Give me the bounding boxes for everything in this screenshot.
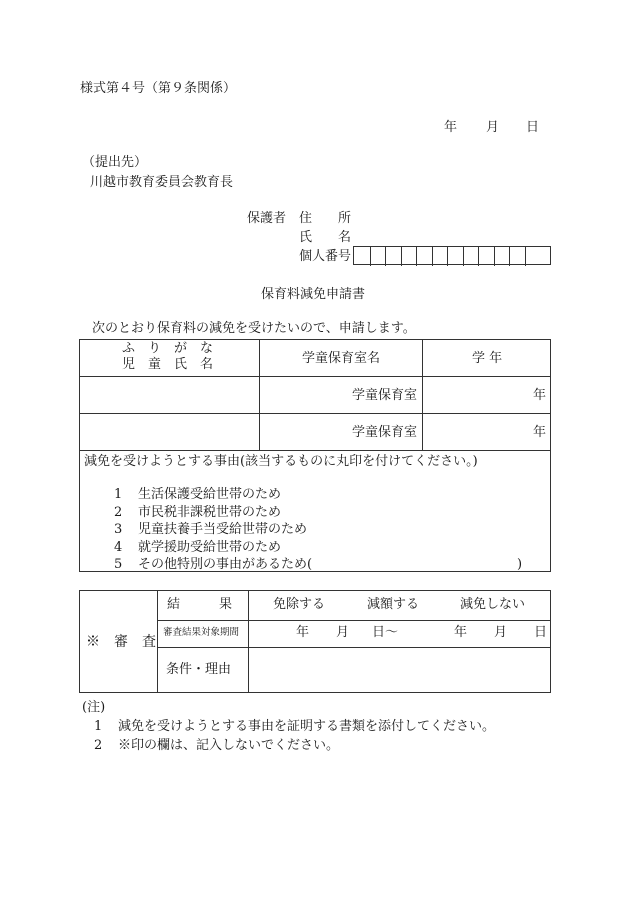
- period-end-day: 日: [534, 625, 548, 640]
- id-box-divider: [432, 247, 448, 266]
- note-num: 1: [94, 719, 103, 734]
- child-name-header: 児 童 氏 名: [122, 357, 214, 372]
- id-number-boxes[interactable]: [353, 246, 551, 265]
- applicant-role: 保護者: [247, 211, 287, 226]
- reason-close-paren: ): [517, 557, 523, 572]
- reason-num: 1: [114, 487, 123, 502]
- table-divider: [157, 620, 551, 621]
- result-label: 結 果: [167, 597, 233, 612]
- review-label: ※ 審 査: [86, 634, 156, 650]
- note-text: ※印の欄は、記入しないでください。: [118, 738, 340, 753]
- child-name-input-2[interactable]: [80, 414, 258, 450]
- table-divider: [79, 450, 551, 451]
- table-divider: [157, 590, 158, 693]
- id-box-divider: [370, 247, 386, 266]
- grade-suffix-2: 年: [533, 425, 547, 440]
- room-suffix-1: 学童保育室: [352, 388, 418, 403]
- option-reduce[interactable]: 減額する: [367, 597, 420, 612]
- reason-item[interactable]: 就学援助受給世帯のため: [138, 540, 282, 555]
- grade-suffix-1: 年: [533, 388, 547, 403]
- recipient-label: （提出先）: [82, 155, 148, 170]
- reason-num: 3: [114, 522, 123, 537]
- date-month-label: 月: [486, 120, 500, 135]
- note-text: 減免を受けようとする事由を証明する書類を添付してください。: [118, 719, 496, 734]
- date-year-label: 年: [444, 120, 458, 135]
- intro-text: 次のとおり保育料の減免を受けたいので、申請します。: [92, 321, 416, 336]
- id-number-label: 個人番号: [299, 249, 352, 264]
- table-divider: [259, 339, 260, 451]
- reason-item[interactable]: その他特別の事由があるため(: [138, 557, 313, 572]
- furigana-header: ふ り が な: [122, 341, 214, 356]
- period-start-day: 日～: [372, 625, 399, 640]
- form-number: 様式第４号（第９条関係）: [80, 81, 237, 96]
- reason-num: 4: [114, 540, 123, 555]
- option-no-reduction[interactable]: 減免しない: [460, 597, 526, 612]
- id-box-divider: [385, 247, 401, 266]
- address-label: 住 所: [299, 211, 352, 226]
- period-end-year: 年: [454, 625, 468, 640]
- conditions-input[interactable]: [249, 648, 550, 692]
- id-box-divider: [463, 247, 479, 266]
- reason-num: 5: [114, 557, 123, 572]
- table-divider: [422, 339, 423, 451]
- room-name-header: 学童保育室名: [302, 351, 381, 366]
- conditions-label: 条件・理由: [166, 662, 232, 677]
- id-box-divider: [447, 247, 463, 266]
- reason-heading: 減免を受けようとする事由(該当するものに丸印を付けてください。): [84, 454, 478, 469]
- period-label: 審査結果対象期間: [163, 627, 240, 638]
- reason-item[interactable]: 市民税非課税世帯のため: [138, 505, 282, 520]
- period-end-month: 月: [494, 625, 508, 640]
- reason-item[interactable]: 児童扶養手当受給世帯のため: [138, 522, 308, 537]
- id-box-divider: [509, 247, 525, 266]
- id-box-divider: [525, 247, 541, 266]
- id-box-divider: [416, 247, 432, 266]
- id-box-divider: [494, 247, 510, 266]
- note-num: 2: [94, 738, 103, 753]
- period-start-month: 月: [336, 625, 350, 640]
- option-exempt[interactable]: 免除する: [273, 597, 326, 612]
- date-day-label: 日: [526, 120, 540, 135]
- grade-header: 学 年: [472, 351, 503, 366]
- id-box-divider: [478, 247, 494, 266]
- document-title: 保育料減免申請書: [261, 287, 366, 302]
- child-name-input-1[interactable]: [80, 377, 258, 413]
- reason-num: 2: [114, 505, 123, 520]
- period-start-year: 年: [296, 625, 310, 640]
- notes-heading: (注): [82, 700, 106, 715]
- id-box-divider: [401, 247, 417, 266]
- recipient-name: 川越市教育委員会教育長: [90, 175, 234, 190]
- name-label: 氏 名: [299, 230, 352, 245]
- reason-item[interactable]: 生活保護受給世帯のため: [138, 487, 282, 502]
- room-suffix-2: 学童保育室: [352, 425, 418, 440]
